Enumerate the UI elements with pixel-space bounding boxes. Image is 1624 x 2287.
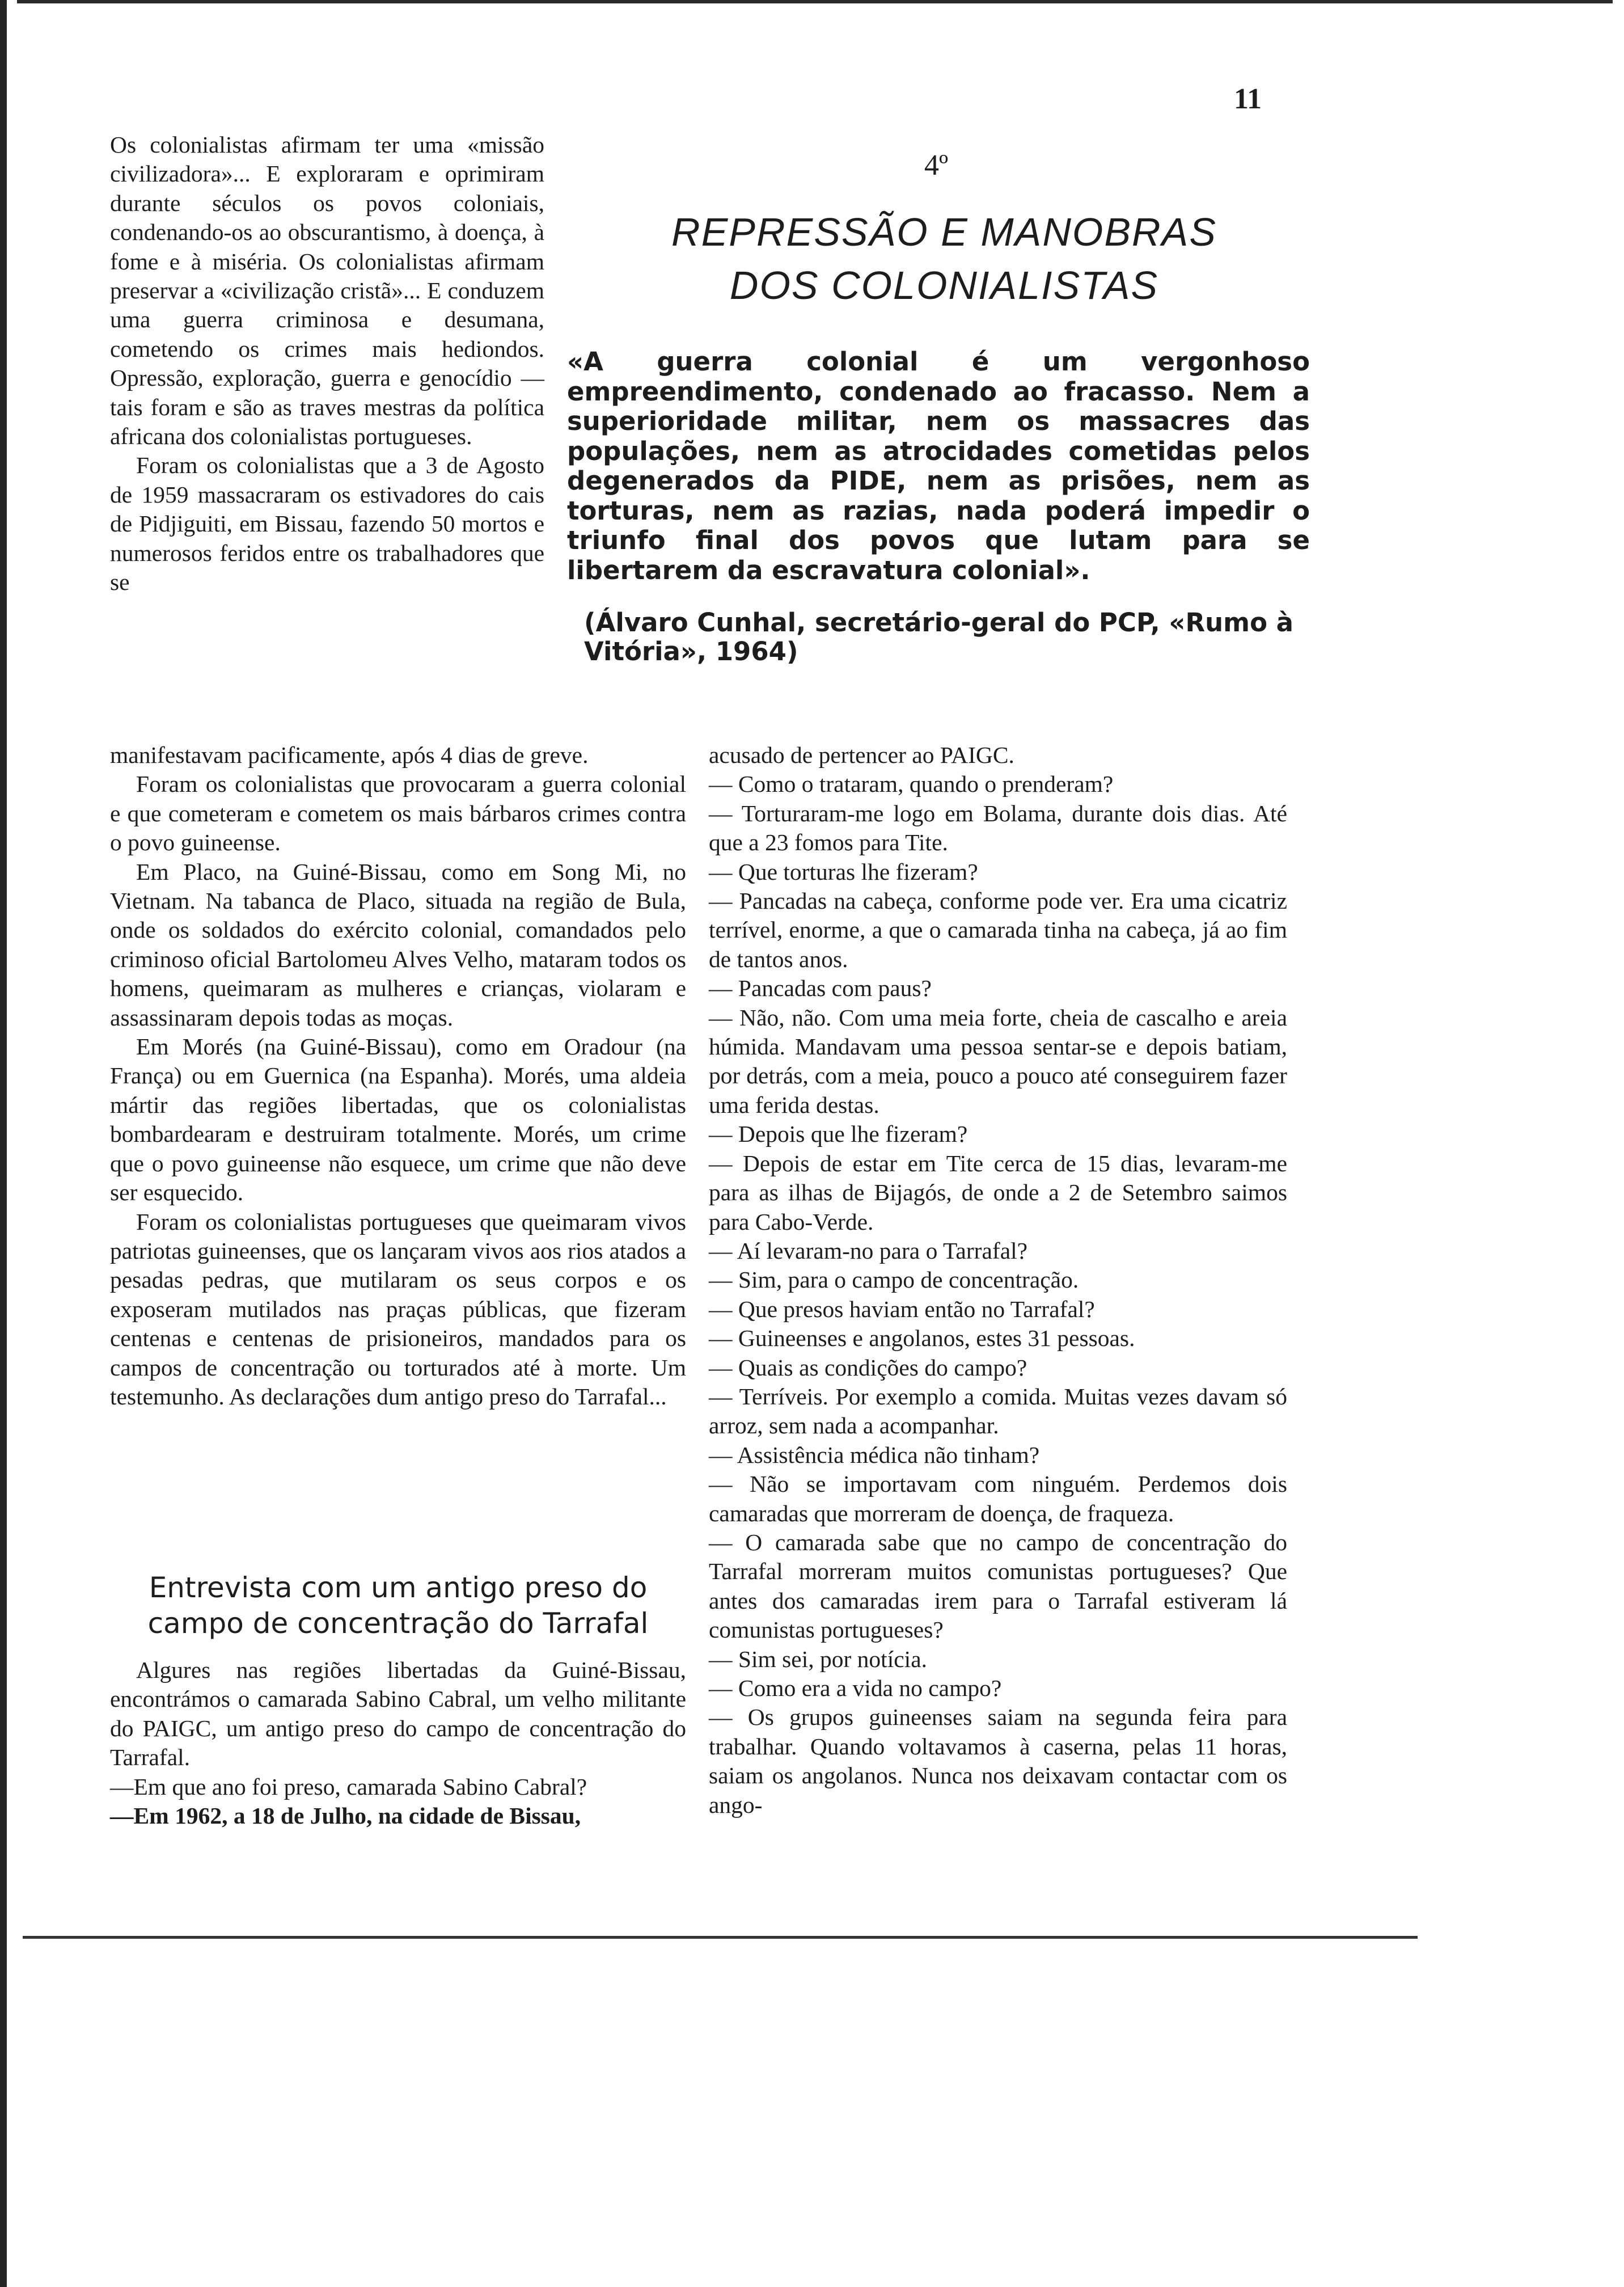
interview-line: — Como o trataram, quando o prenderam? — [709, 771, 1114, 798]
interview-line: — Não, não. Com uma meia forte, cheia de cascalho e areia húmida. Mandavam uma pessoa sentar-se e depois batiam, por detrás, com a meia, pouco a pouco até conseguirem fazer uma ferida destas. — [709, 1004, 1287, 1118]
paragraph: Algures nas regiões libertadas da Guiné-Bissau, encontrámos o camarada Sabino Cabral, um velho militante do PAIGC, um antigo preso do campo de concentração do Tarrafal. — [110, 1657, 686, 1771]
scan-left-border — [0, 0, 7, 2287]
interview-line: — Sim sei, por notícia. — [709, 1645, 927, 1672]
interview-line: — Assistência médica não tinham? — [709, 1441, 1040, 1468]
interview-line: — Guineenses e angolanos, estes 31 pessoas. — [709, 1325, 1135, 1352]
scan-top-border — [17, 0, 1613, 3]
interview-line: — Sim, para o campo de concentração. — [709, 1267, 1079, 1293]
epigraph-source: (Álvaro Cunhal, secretário-geral do PCP, «Rumo à Vitória», 1964) — [584, 607, 1294, 666]
interview-line: acusado de pertencer ao PAIGC. — [709, 742, 1014, 768]
paragraph: Em Morés (na Guiné-Bissau), como em Oradour (na França) ou em Guernica (na Espanha). Morés, uma aldeia mártir das regiões libertadas, que os colonialistas bombardearam e destruiram totalmente. Morés, um crime que o povo guineense não esquece, um crime que não deve ser esquecido. — [110, 1033, 686, 1206]
paragraph: Foram os colonialistas que a 3 de Agosto de 1959 massacraram os estivadores do cais de Pidjiguiti, em Bissau, fazendo 50 mortos e numerosos feridos entre os trabalhadores que se — [110, 452, 544, 596]
paragraph: Os colonialistas afirmam ter uma «missão civilizadora»... E exploraram e oprimiram durante séculos os povos coloniais, condenando-os ao obscurantismo, à doença, à fome e à miséria. Os colonialistas afirmam preservar a «civilização cristã»... E conduzem uma guerra criminosa e desumana, cometendo os crimes mais hediondos. Opressão, exploração, guerra e genocídio — tais foram e são as traves mestras da política africana dos colonialistas portugueses. — [110, 132, 544, 450]
interview-line: — Pancadas com paus? — [709, 975, 932, 1002]
paragraph: —Em que ano foi preso, camarada Sabino Cabral? — [110, 1773, 587, 1800]
interview-line: — Pancadas na cabeça, conforme pode ver. Era uma cicatriz terrível, enorme, a que o camarada tinha na cabeça, já ao fim de tantos anos. — [709, 888, 1287, 972]
interview-line: — Como era a vida no campo? — [709, 1675, 1002, 1701]
right-column-interview — [709, 741, 1287, 1820]
paragraph: Foram os colonialistas que provocaram a guerra colonial e que cometeram e cometem os mais bárbaros crimes contra o povo guineense. — [110, 771, 686, 856]
interview-line: — O camarada sabe que no campo de concentração do Tarrafal morreram muitos comunistas portugueses? Que antes dos camaradas irem para o Tarrafal estiveram lá comunistas portugueses? — [709, 1529, 1287, 1643]
interview-line: — Aí levaram-no para o Tarrafal? — [709, 1237, 1028, 1264]
left-column-top-text — [110, 130, 544, 597]
interview-line: — Que presos haviam então no Tarrafal? — [709, 1296, 1095, 1322]
interview-line: — Que torturas lhe fizeram? — [709, 858, 978, 885]
interview-subheading: Entrevista com um antigo preso do campo de concentração do Tarrafal — [147, 1571, 649, 1640]
interview-line: — Terríveis. Por exemplo a comida. Muitas vezes davam só arroz, sem nada a acompanhar. — [709, 1383, 1287, 1439]
interview-line: — Não se importavam com ninguém. Perdemos dois camaradas que morreram de doença, de fraqueza. — [709, 1471, 1287, 1526]
paragraph: Foram os colonialistas portugueses que queimaram vivos patriotas guineenses, que os lançaram vivos aos rios atados a pesadas pedras, que mutilaram os seus corpos e os exposeram mutilados nas praças públicas, que fizeram centenas e centenas de prisioneiros, mandados para os campos de concentração ou torturados até à morte. Um testemunho. As declarações dum antigo preso do Tarrafal... — [110, 1208, 686, 1410]
interview-line: — Torturaram-me logo em Bolama, durante dois dias. Até que a 23 fomos para Tite. — [709, 800, 1287, 856]
interview-line: — Quais as condições do campo? — [709, 1354, 1027, 1381]
interview-line: — Depois de estar em Tite cerca de 15 dias, levaram-me para as ilhas de Bijagós, de onde a 2 de Setembro saimos para Cabo-Verde. — [709, 1150, 1287, 1235]
chapter-title-line-1: REPRESSÃO E MANOBRAS — [671, 210, 1217, 254]
chapter-number: 4º — [924, 149, 949, 182]
interview-line: — Depois que lhe fizeram? — [709, 1121, 968, 1147]
paragraph: Em Placo, na Guiné-Bissau, como em Song Mi, no Vietnam. Na tabanca de Placo, situada na região de Bula, onde os soldados do exército colonial, comandados pelo criminoso oficial Bartolomeu Alves Velho, mataram todos os homens, queimaram as mulheres e crianças, violaram e assassinaram depois todas as moças. — [110, 858, 686, 1031]
paragraph: manifestavam pacificamente, após 4 dias de greve. — [110, 742, 589, 768]
page-number: 11 — [1234, 83, 1262, 115]
interview-line: — Os grupos guineenses saiam na segunda feira para trabalhar. Quando voltavamos à caserna, pelas 11 horas, saiam os angolanos. Nunca nos deixavam contactar com os ango- — [709, 1704, 1287, 1818]
epigraph-quote: «A guerra colonial é um vergonhoso empreendimento, condenado ao fracasso. Nem a superioridade militar, nem os massacres das populações, nem as atrocidades cometidas pelos degenerados da PIDE, nem as prisões, nem as torturas, nem as razias, nada poderá impedir o triunfo final dos povos que lutam para se libertarem da escravatura colonial». — [567, 347, 1310, 585]
bottom-rule — [23, 1936, 1418, 1939]
left-column-mid-text — [110, 741, 686, 1411]
chapter-title-line-2: DOS COLONIALISTAS — [729, 263, 1159, 307]
paragraph: —Em 1962, a 18 de Julho, na cidade de Bissau, — [110, 1803, 581, 1829]
chapter-title — [567, 205, 1321, 312]
left-column-bottom-text — [110, 1656, 686, 1830]
